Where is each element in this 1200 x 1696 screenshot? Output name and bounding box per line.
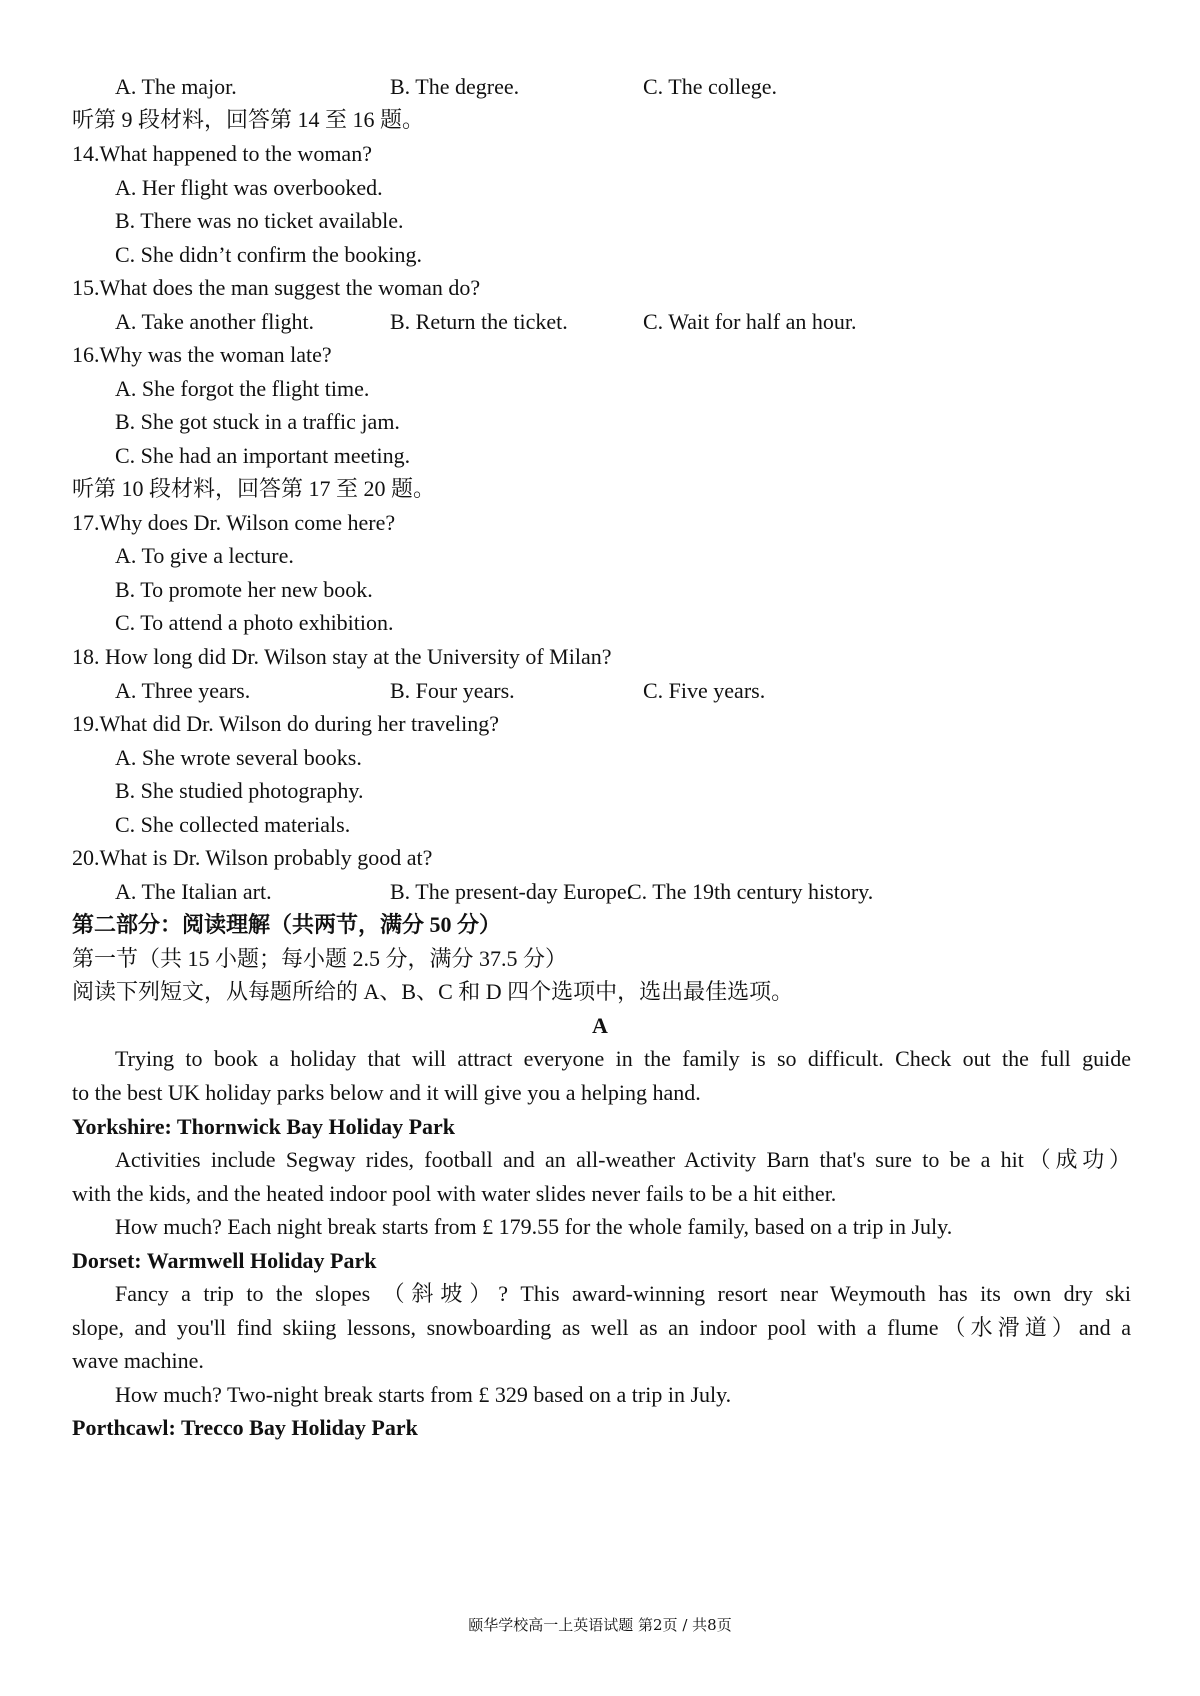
part2-instruction: 阅读下列短文，从每题所给的 A、B、C 和 D 四个选项中，选出最佳选项。 (72, 979, 794, 1004)
q19-option-b: B. She studied photography. (115, 778, 364, 803)
park2-line2: slope, and you'll find skiing lessons, snowboarding as well as an indoor pool with a flume（水滑道）and a (72, 1315, 1131, 1340)
q18-option-c: C. Five years. (643, 678, 766, 703)
q14-option-b: B. There was no ticket available. (115, 208, 404, 233)
q19-option-a: A. She wrote several books. (115, 745, 362, 770)
q14-option-a: A. Her flight was overbooked. (115, 175, 383, 200)
park3-title: Porthcawl: Trecco Bay Holiday Park (72, 1415, 418, 1440)
q18-option-a: A. Three years. (115, 678, 251, 703)
q20-option-a: A. The Italian art. (115, 879, 272, 904)
q17-option-a: A. To give a lecture. (115, 543, 294, 568)
park1-line2: with the kids, and the heated indoor pool with water slides never fails to be a hit either. (72, 1181, 837, 1206)
q16-option-c: C. She had an important meeting. (115, 443, 411, 468)
passage-intro-line2: to the best UK holiday parks below and it will give you a helping hand. (72, 1080, 701, 1105)
q20-stem: 20.What is Dr. Wilson probably good at? (72, 845, 433, 870)
park1-price: How much? Each night break starts from £ 179.55 for the whole family, based on a trip in July. (115, 1214, 953, 1239)
q20-option-c: C. The 19th century history. (627, 879, 874, 904)
q14-option-c: C. She didn’t confirm the booking. (115, 242, 422, 267)
q15-option-b: B. Return the ticket. (390, 309, 568, 334)
park2-price: How much? Two-night break starts from £ 329 based on a trip in July. (115, 1382, 732, 1407)
q18-stem: 18. How long did Dr. Wilson stay at the University of Milan? (72, 644, 612, 669)
q16-stem: 16.Why was the woman late? (72, 342, 332, 367)
passage-label: A (592, 1013, 608, 1038)
q19-stem: 19.What did Dr. Wilson do during her traveling? (72, 711, 500, 736)
q17-stem: 17.Why does Dr. Wilson come here? (72, 510, 396, 535)
q20-option-b: B. The present-day Europe. (390, 879, 633, 904)
q16-option-b: B. She got stuck in a traffic jam. (115, 409, 400, 434)
part2-title: 第二部分：阅读理解（共两节，满分 50 分） (72, 912, 502, 937)
q19-option-c: C. She collected materials. (115, 812, 351, 837)
q17-option-b: B. To promote her new book. (115, 577, 373, 602)
page-footer: 颐华学校高一上英语试题 第2页 / 共8页 (468, 1616, 732, 1634)
q17-option-c: C. To attend a photo exhibition. (115, 610, 394, 635)
q15-option-a: A. Take another flight. (115, 309, 315, 334)
q13-option-c: C. The college. (643, 74, 777, 99)
q13-option-a: A. The major. (115, 74, 237, 99)
q15-option-c: C. Wait for half an hour. (643, 309, 857, 334)
q14-stem: 14.What happened to the woman? (72, 141, 372, 166)
section10-header: 听第 10 段材料，回答第 17 至 20 题。 (72, 476, 436, 501)
q15-stem: 15.What does the man suggest the woman do? (72, 275, 481, 300)
passage-intro-line1: Trying to book a holiday that will attract everyone in the family is so difficult. Check out the full guide (115, 1046, 1131, 1071)
q18-option-b: B. Four years. (390, 678, 515, 703)
section9-header: 听第 9 段材料，回答第 14 至 16 题。 (72, 107, 425, 132)
park2-line3: wave machine. (72, 1348, 204, 1373)
q16-option-a: A. She forgot the flight time. (115, 376, 370, 401)
park2-title: Dorset: Warmwell Holiday Park (72, 1248, 377, 1273)
q13-option-b: B. The degree. (390, 74, 520, 99)
park1-title: Yorkshire: Thornwick Bay Holiday Park (72, 1114, 456, 1139)
park1-line1: Activities include Segway rides, football and an all-weather Activity Barn that's sure to be a hit（成功） (115, 1147, 1131, 1172)
park2-line1: Fancy a trip to the slopes （斜坡）? This award-winning resort near Weymouth has its own dry ski (115, 1281, 1131, 1306)
part2-section1: 第一节（共 15 小题；每小题 2.5 分，满分 37.5 分） (72, 946, 568, 971)
